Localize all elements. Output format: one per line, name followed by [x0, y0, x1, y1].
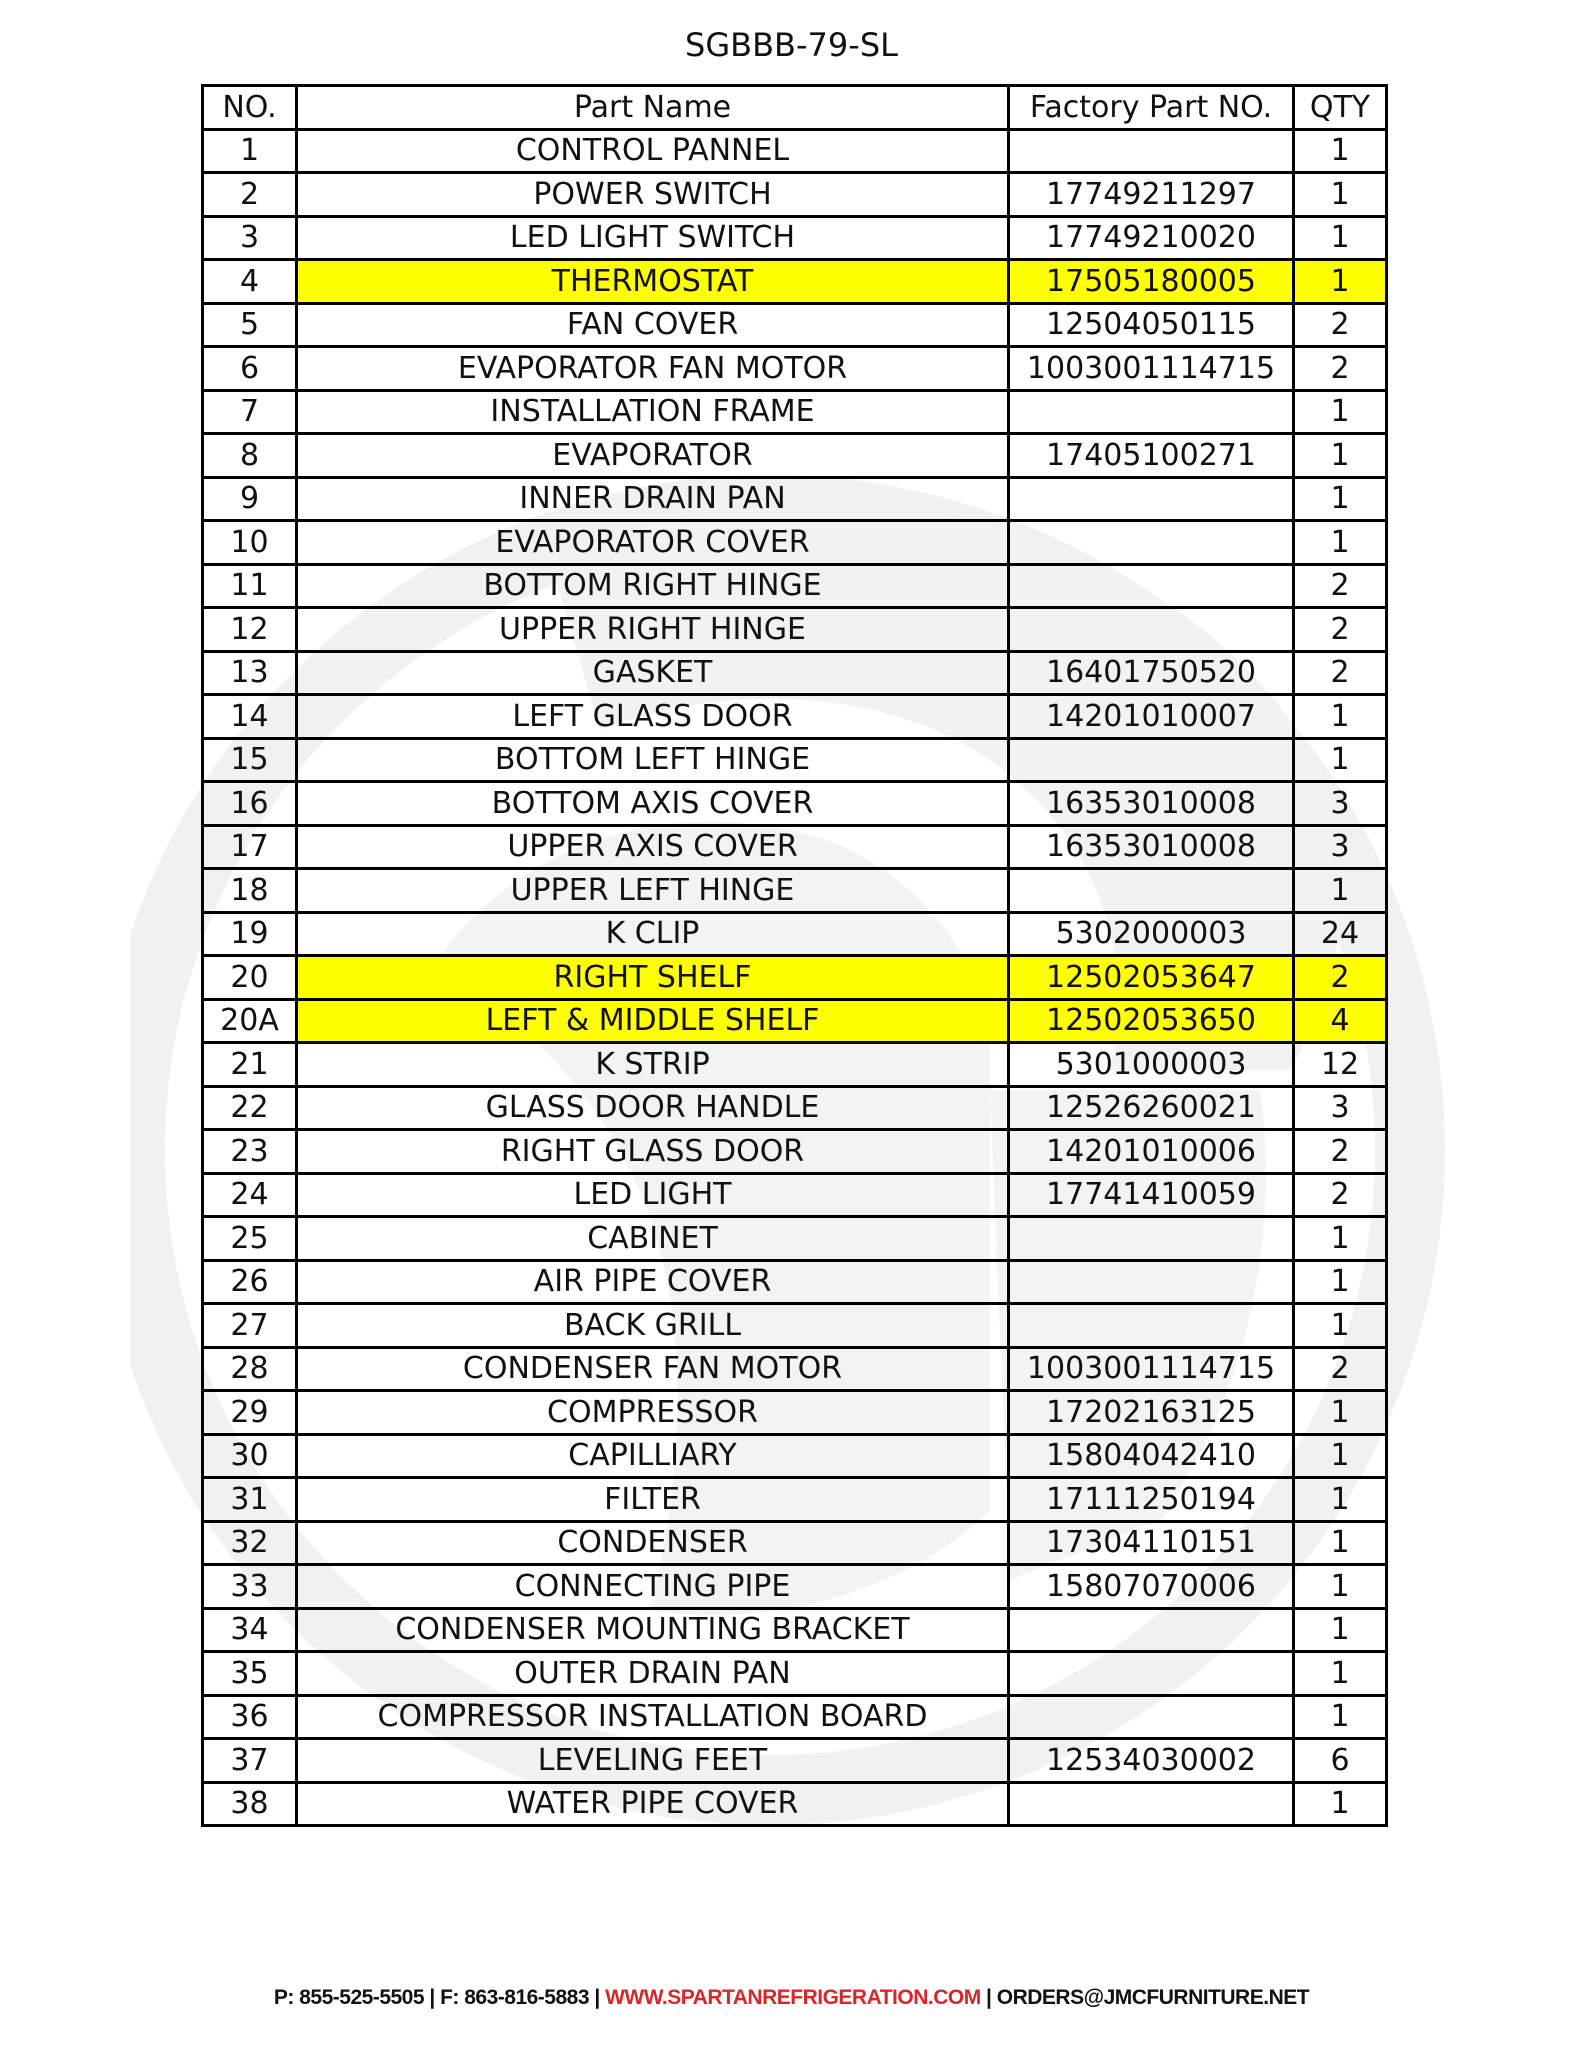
- row-number-cell: 13: [203, 651, 297, 695]
- row-number-cell: 38: [203, 1782, 297, 1826]
- table-row: [203, 1347, 1387, 1391]
- row-number-cell: 24: [203, 1173, 297, 1217]
- factory-part-number-cell: 15807070006: [1009, 1565, 1294, 1609]
- row-number-cell: 16: [203, 782, 297, 826]
- factory-part-number-cell: 12502053647: [1009, 956, 1294, 1000]
- part-name-cell: CONNECTING PIPE: [297, 1565, 1009, 1609]
- quantity-cell: 2: [1294, 956, 1387, 1000]
- row-number-cell: 33: [203, 1565, 297, 1609]
- row-number-cell: 21: [203, 1043, 297, 1087]
- part-name-cell: POWER SWITCH: [297, 173, 1009, 217]
- row-number-cell: 27: [203, 1304, 297, 1348]
- row-number-cell: 15: [203, 738, 297, 782]
- table-row: [203, 1652, 1387, 1696]
- quantity-cell: 2: [1294, 1347, 1387, 1391]
- row-number-cell: 1: [203, 129, 297, 173]
- part-name-cell: GASKET: [297, 651, 1009, 695]
- part-name-cell: BOTTOM RIGHT HINGE: [297, 564, 1009, 608]
- part-name-cell: COMPRESSOR INSTALLATION BOARD: [297, 1695, 1009, 1739]
- quantity-cell: 1: [1294, 1652, 1387, 1696]
- parts-table: [201, 84, 1388, 1827]
- part-name-cell: LEFT & MIDDLE SHELF: [297, 999, 1009, 1043]
- factory-part-number-cell: 17749210020: [1009, 216, 1294, 260]
- factory-part-number-cell: [1009, 390, 1294, 434]
- table-row: [203, 1565, 1387, 1609]
- part-name-cell: CONDENSER: [297, 1521, 1009, 1565]
- part-name-cell: K CLIP: [297, 912, 1009, 956]
- factory-part-number-cell: [1009, 564, 1294, 608]
- table-row: [203, 1739, 1387, 1783]
- row-number-cell: 11: [203, 564, 297, 608]
- factory-part-number-cell: [1009, 129, 1294, 173]
- quantity-cell: 1: [1294, 1217, 1387, 1261]
- table-row: [203, 260, 1387, 304]
- quantity-cell: 24: [1294, 912, 1387, 956]
- factory-part-number-cell: 12502053650: [1009, 999, 1294, 1043]
- quantity-cell: 3: [1294, 782, 1387, 826]
- table-row: [203, 608, 1387, 652]
- quantity-cell: 1: [1294, 695, 1387, 739]
- quantity-cell: 1: [1294, 1434, 1387, 1478]
- row-number-cell: 23: [203, 1130, 297, 1174]
- quantity-cell: 1: [1294, 129, 1387, 173]
- quantity-cell: 1: [1294, 477, 1387, 521]
- part-name-cell: INNER DRAIN PAN: [297, 477, 1009, 521]
- factory-part-number-cell: 1003001114715: [1009, 1347, 1294, 1391]
- table-row: [203, 1130, 1387, 1174]
- contact-footer: [0, 1986, 1583, 2010]
- header-no: NO.: [203, 86, 297, 130]
- row-number-cell: 14: [203, 695, 297, 739]
- table-row: [203, 1695, 1387, 1739]
- row-number-cell: 35: [203, 1652, 297, 1696]
- quantity-cell: 1: [1294, 869, 1387, 913]
- quantity-cell: 2: [1294, 608, 1387, 652]
- table-row: [203, 1391, 1387, 1435]
- row-number-cell: 36: [203, 1695, 297, 1739]
- part-name-cell: EVAPORATOR: [297, 434, 1009, 478]
- table-row: [203, 825, 1387, 869]
- row-number-cell: 8: [203, 434, 297, 478]
- quantity-cell: 2: [1294, 1130, 1387, 1174]
- part-name-cell: RIGHT GLASS DOOR: [297, 1130, 1009, 1174]
- quantity-cell: 2: [1294, 564, 1387, 608]
- factory-part-number-cell: 5301000003: [1009, 1043, 1294, 1087]
- part-name-cell: LEVELING FEET: [297, 1739, 1009, 1783]
- table-row: [203, 869, 1387, 913]
- footer-phone: P: 855-525-5505 | F: 863-816-5883 |: [273, 1986, 606, 2009]
- factory-part-number-cell: [1009, 1695, 1294, 1739]
- part-name-cell: BACK GRILL: [297, 1304, 1009, 1348]
- factory-part-number-cell: 12534030002: [1009, 1739, 1294, 1783]
- table-row: [203, 1521, 1387, 1565]
- table-row: [203, 1086, 1387, 1130]
- row-number-cell: 6: [203, 347, 297, 391]
- table-row: [203, 738, 1387, 782]
- part-name-cell: UPPER AXIS COVER: [297, 825, 1009, 869]
- factory-part-number-cell: [1009, 1608, 1294, 1652]
- footer-email[interactable]: | ORDERS@JMCFURNITURE.NET: [980, 1986, 1310, 2009]
- quantity-cell: 1: [1294, 173, 1387, 217]
- row-number-cell: 32: [203, 1521, 297, 1565]
- quantity-cell: 2: [1294, 347, 1387, 391]
- table-row: [203, 1304, 1387, 1348]
- row-number-cell: 25: [203, 1217, 297, 1261]
- part-name-cell: THERMOSTAT: [297, 260, 1009, 304]
- factory-part-number-cell: [1009, 477, 1294, 521]
- part-name-cell: FAN COVER: [297, 303, 1009, 347]
- table-row: [203, 173, 1387, 217]
- quantity-cell: 2: [1294, 651, 1387, 695]
- factory-part-number-cell: 16353010008: [1009, 825, 1294, 869]
- table-row: [203, 1260, 1387, 1304]
- part-name-cell: GLASS DOOR HANDLE: [297, 1086, 1009, 1130]
- row-number-cell: 2: [203, 173, 297, 217]
- table-row: [203, 564, 1387, 608]
- table-row: [203, 521, 1387, 565]
- part-name-cell: LED LIGHT SWITCH: [297, 216, 1009, 260]
- header-factory-part-no: Factory Part NO.: [1009, 86, 1294, 130]
- part-name-cell: WATER PIPE COVER: [297, 1782, 1009, 1826]
- table-row: [203, 1173, 1387, 1217]
- part-name-cell: LED LIGHT: [297, 1173, 1009, 1217]
- table-row: [203, 1217, 1387, 1261]
- table-row: [203, 999, 1387, 1043]
- table-row: [203, 912, 1387, 956]
- quantity-cell: 1: [1294, 1521, 1387, 1565]
- row-number-cell: 20A: [203, 999, 297, 1043]
- part-name-cell: CAPILLIARY: [297, 1434, 1009, 1478]
- quantity-cell: 12: [1294, 1043, 1387, 1087]
- table-row: [203, 347, 1387, 391]
- quantity-cell: 2: [1294, 1173, 1387, 1217]
- table-row: [203, 1434, 1387, 1478]
- row-number-cell: 3: [203, 216, 297, 260]
- quantity-cell: 3: [1294, 825, 1387, 869]
- row-number-cell: 12: [203, 608, 297, 652]
- part-name-cell: CONTROL PANNEL: [297, 129, 1009, 173]
- factory-part-number-cell: [1009, 1782, 1294, 1826]
- quantity-cell: 1: [1294, 390, 1387, 434]
- header-qty: QTY: [1294, 86, 1387, 130]
- factory-part-number-cell: 14201010006: [1009, 1130, 1294, 1174]
- table-row: [203, 1782, 1387, 1826]
- factory-part-number-cell: 16353010008: [1009, 782, 1294, 826]
- table-body: [203, 129, 1387, 1826]
- part-name-cell: COMPRESSOR: [297, 1391, 1009, 1435]
- factory-part-number-cell: 5302000003: [1009, 912, 1294, 956]
- factory-part-number-cell: [1009, 869, 1294, 913]
- part-name-cell: BOTTOM AXIS COVER: [297, 782, 1009, 826]
- row-number-cell: 28: [203, 1347, 297, 1391]
- row-number-cell: 5: [203, 303, 297, 347]
- factory-part-number-cell: [1009, 1217, 1294, 1261]
- table-row: [203, 1043, 1387, 1087]
- row-number-cell: 22: [203, 1086, 297, 1130]
- quantity-cell: 1: [1294, 434, 1387, 478]
- part-name-cell: INSTALLATION FRAME: [297, 390, 1009, 434]
- factory-part-number-cell: 12504050115: [1009, 303, 1294, 347]
- part-name-cell: EVAPORATOR FAN MOTOR: [297, 347, 1009, 391]
- table-row: [203, 782, 1387, 826]
- part-name-cell: UPPER RIGHT HINGE: [297, 608, 1009, 652]
- part-name-cell: CONDENSER MOUNTING BRACKET: [297, 1608, 1009, 1652]
- factory-part-number-cell: 17304110151: [1009, 1521, 1294, 1565]
- part-name-cell: AIR PIPE COVER: [297, 1260, 1009, 1304]
- table-row: [203, 695, 1387, 739]
- quantity-cell: 1: [1294, 1260, 1387, 1304]
- factory-part-number-cell: [1009, 1260, 1294, 1304]
- row-number-cell: 19: [203, 912, 297, 956]
- part-name-cell: K STRIP: [297, 1043, 1009, 1087]
- part-name-cell: OUTER DRAIN PAN: [297, 1652, 1009, 1696]
- row-number-cell: 10: [203, 521, 297, 565]
- part-name-cell: CABINET: [297, 1217, 1009, 1261]
- row-number-cell: 17: [203, 825, 297, 869]
- quantity-cell: 3: [1294, 1086, 1387, 1130]
- row-number-cell: 18: [203, 869, 297, 913]
- part-name-cell: RIGHT SHELF: [297, 956, 1009, 1000]
- table-row: [203, 477, 1387, 521]
- row-number-cell: 7: [203, 390, 297, 434]
- factory-part-number-cell: 1003001114715: [1009, 347, 1294, 391]
- header-part-name: Part Name: [297, 86, 1009, 130]
- part-name-cell: EVAPORATOR COVER: [297, 521, 1009, 565]
- row-number-cell: 4: [203, 260, 297, 304]
- part-name-cell: UPPER LEFT HINGE: [297, 869, 1009, 913]
- table-header-row: [203, 86, 1387, 130]
- table-row: [203, 303, 1387, 347]
- quantity-cell: 1: [1294, 1391, 1387, 1435]
- factory-part-number-cell: 17741410059: [1009, 1173, 1294, 1217]
- factory-part-number-cell: 12526260021: [1009, 1086, 1294, 1130]
- row-number-cell: 26: [203, 1260, 297, 1304]
- quantity-cell: 1: [1294, 1608, 1387, 1652]
- row-number-cell: 31: [203, 1478, 297, 1522]
- part-name-cell: LEFT GLASS DOOR: [297, 695, 1009, 739]
- factory-part-number-cell: 17202163125: [1009, 1391, 1294, 1435]
- row-number-cell: 34: [203, 1608, 297, 1652]
- factory-part-number-cell: [1009, 521, 1294, 565]
- row-number-cell: 9: [203, 477, 297, 521]
- row-number-cell: 20: [203, 956, 297, 1000]
- factory-part-number-cell: 14201010007: [1009, 695, 1294, 739]
- table-row: [203, 434, 1387, 478]
- table-row: [203, 216, 1387, 260]
- quantity-cell: 1: [1294, 1478, 1387, 1522]
- row-number-cell: 37: [203, 1739, 297, 1783]
- factory-part-number-cell: 17405100271: [1009, 434, 1294, 478]
- table-row: [203, 651, 1387, 695]
- quantity-cell: 1: [1294, 521, 1387, 565]
- factory-part-number-cell: 15804042410: [1009, 1434, 1294, 1478]
- quantity-cell: 1: [1294, 260, 1387, 304]
- factory-part-number-cell: [1009, 608, 1294, 652]
- factory-part-number-cell: 17111250194: [1009, 1478, 1294, 1522]
- quantity-cell: 2: [1294, 303, 1387, 347]
- quantity-cell: 1: [1294, 1782, 1387, 1826]
- row-number-cell: 30: [203, 1434, 297, 1478]
- quantity-cell: 4: [1294, 999, 1387, 1043]
- quantity-cell: 1: [1294, 1695, 1387, 1739]
- document-title: SGBBB-79-SL: [685, 26, 898, 64]
- row-number-cell: 29: [203, 1391, 297, 1435]
- quantity-cell: 1: [1294, 738, 1387, 782]
- quantity-cell: 1: [1294, 1304, 1387, 1348]
- website-link[interactable]: WWW.SPARTANREFRIGERATION.COM: [605, 1986, 981, 2009]
- quantity-cell: 1: [1294, 1565, 1387, 1609]
- table-row: [203, 1608, 1387, 1652]
- part-name-cell: FILTER: [297, 1478, 1009, 1522]
- part-name-cell: CONDENSER FAN MOTOR: [297, 1347, 1009, 1391]
- factory-part-number-cell: 17749211297: [1009, 173, 1294, 217]
- table-row: [203, 390, 1387, 434]
- factory-part-number-cell: 17505180005: [1009, 260, 1294, 304]
- table-row: [203, 1478, 1387, 1522]
- factory-part-number-cell: 16401750520: [1009, 651, 1294, 695]
- table-row: [203, 129, 1387, 173]
- quantity-cell: 1: [1294, 216, 1387, 260]
- factory-part-number-cell: [1009, 1304, 1294, 1348]
- part-name-cell: BOTTOM LEFT HINGE: [297, 738, 1009, 782]
- quantity-cell: 6: [1294, 1739, 1387, 1783]
- factory-part-number-cell: [1009, 738, 1294, 782]
- factory-part-number-cell: [1009, 1652, 1294, 1696]
- table-row: [203, 956, 1387, 1000]
